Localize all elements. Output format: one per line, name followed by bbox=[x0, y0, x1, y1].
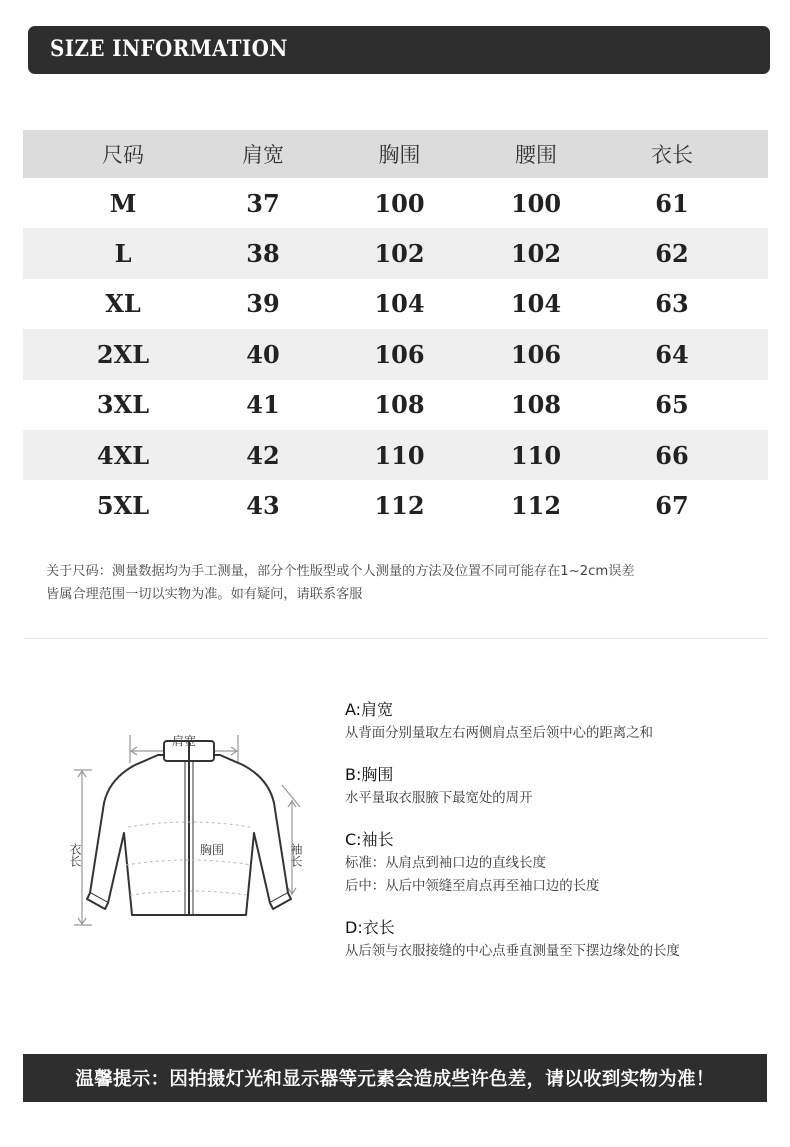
length-cell: 65 bbox=[655, 390, 689, 420]
size-cell: 3XL bbox=[96, 390, 150, 420]
waist-cell: 112 bbox=[510, 491, 562, 521]
length-cell: 64 bbox=[655, 339, 689, 369]
table-row bbox=[23, 430, 768, 480]
measure-length-desc: 从后领与衣服接缝的中心点垂直测量至下摆边缘处的长度 bbox=[345, 944, 680, 959]
note-line-2: 皆属合理范围一切以实物为准。如有疑问，请联系客服 bbox=[46, 587, 363, 602]
size-cell: M bbox=[109, 188, 137, 218]
chest-cell: 104 bbox=[374, 289, 425, 319]
table-row bbox=[23, 178, 768, 228]
size-cell: 4XL bbox=[96, 440, 150, 470]
sleeve-label: 袖长 bbox=[289, 843, 303, 867]
measure-length-title: D:衣长 bbox=[345, 918, 395, 937]
table-row bbox=[23, 329, 768, 379]
measure-sleeve-desc-standard: 标准：从肩点到袖口边的直线长度 bbox=[345, 856, 546, 871]
measure-chest-desc: 水平量取衣服腋下最宽处的周开 bbox=[345, 791, 533, 806]
shoulder-label: 肩宽 bbox=[171, 734, 197, 748]
length-cell: 67 bbox=[655, 491, 689, 521]
shoulder-cell: 41 bbox=[246, 390, 280, 420]
chest-cell: 100 bbox=[374, 188, 425, 218]
table-header-row bbox=[23, 130, 768, 178]
size-table bbox=[23, 130, 768, 531]
shoulder-cell: 40 bbox=[246, 339, 280, 369]
chest-cell: 110 bbox=[374, 440, 425, 470]
column-header-size: 尺码 bbox=[102, 143, 144, 167]
waist-cell: 108 bbox=[510, 390, 562, 420]
waist-cell: 106 bbox=[510, 339, 562, 369]
note-line-1: 关于尺码：测量数据均为手工测量，部分个性版型或个人测量的方法及位置不同可能存在1~2cm误差 bbox=[46, 564, 635, 579]
length-cell: 63 bbox=[655, 289, 689, 319]
length-cell: 61 bbox=[655, 188, 689, 218]
jacket-illustration bbox=[60, 715, 322, 937]
column-header-waist: 腰围 bbox=[515, 143, 557, 167]
column-header-length: 衣长 bbox=[651, 143, 693, 167]
shoulder-cell: 38 bbox=[246, 239, 280, 269]
size-cell: L bbox=[114, 239, 132, 269]
header-bar bbox=[28, 26, 770, 74]
table-row bbox=[23, 279, 768, 329]
footer-bar bbox=[23, 1054, 767, 1102]
waist-cell: 110 bbox=[510, 440, 562, 470]
chest-cell: 112 bbox=[374, 491, 425, 521]
divider bbox=[24, 638, 768, 639]
size-note bbox=[46, 560, 776, 606]
chest-cell: 106 bbox=[374, 339, 425, 369]
length-cell: 66 bbox=[655, 440, 689, 470]
chest-cell: 102 bbox=[374, 239, 425, 269]
table-row bbox=[23, 480, 768, 530]
shoulder-cell: 42 bbox=[246, 440, 280, 470]
measure-length bbox=[345, 916, 775, 963]
size-cell: 5XL bbox=[96, 491, 150, 521]
waist-cell: 102 bbox=[510, 239, 562, 269]
measure-shoulder-title: A:肩宽 bbox=[345, 700, 394, 719]
measure-sleeve bbox=[345, 828, 775, 898]
shoulder-cell: 43 bbox=[246, 491, 280, 521]
shoulder-cell: 37 bbox=[246, 188, 280, 218]
waist-cell: 104 bbox=[510, 289, 562, 319]
chest-label: 胸围 bbox=[199, 843, 225, 857]
header-title: SIZE INFORMATION bbox=[50, 36, 288, 62]
measure-chest-title: B:胸围 bbox=[345, 765, 394, 784]
jacket-outline bbox=[87, 741, 291, 915]
measure-shoulder-desc: 从背面分别量取左右两侧肩点至后领中心的距离之和 bbox=[345, 726, 653, 741]
jacket-diagram bbox=[60, 715, 322, 937]
table-row bbox=[23, 228, 768, 278]
length-cell: 62 bbox=[655, 239, 689, 269]
table-row bbox=[23, 380, 768, 430]
column-header-shoulder: 肩宽 bbox=[242, 143, 284, 167]
column-header-chest: 胸围 bbox=[378, 143, 421, 167]
size-cell: 2XL bbox=[96, 339, 150, 369]
shoulder-cell: 39 bbox=[246, 289, 280, 319]
measure-sleeve-title: C:袖长 bbox=[345, 830, 394, 849]
measure-chest bbox=[345, 763, 775, 810]
chest-cell: 108 bbox=[374, 390, 425, 420]
length-label: 衣长 bbox=[68, 843, 82, 867]
measurement-guide bbox=[345, 698, 775, 981]
measure-sleeve-desc-back: 后中：从后中领缝至肩点再至袖口边的长度 bbox=[345, 879, 600, 894]
waist-cell: 100 bbox=[510, 188, 562, 218]
measure-shoulder bbox=[345, 698, 775, 745]
size-cell: XL bbox=[105, 289, 141, 319]
footer-notice: 温馨提示：因拍摄灯光和显示器等元素会造成些许色差，请以收到实物为准！ bbox=[75, 1069, 715, 1090]
